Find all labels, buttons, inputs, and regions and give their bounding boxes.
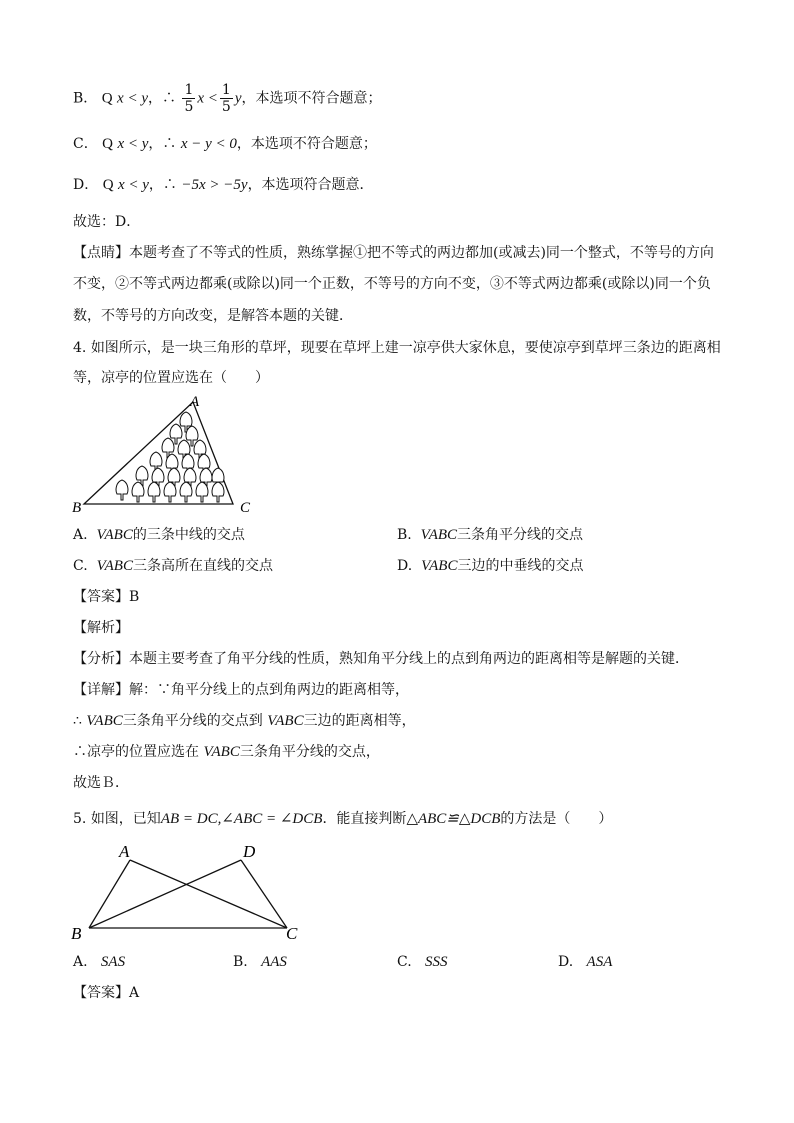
comment-tag: 【点睛】	[73, 245, 129, 261]
q4-detail-line3: ∴凉亭的位置应选在 VABC三条角平分线的交点，	[73, 744, 380, 760]
tree-icon	[164, 482, 176, 502]
option-letter: C.	[397, 954, 412, 970]
q4-option-b: B. VABC三条角平分线的交点	[397, 527, 584, 543]
q4-stem-line2: 等，凉亭的位置应选在（ ）	[73, 370, 269, 386]
segment-bd	[89, 860, 241, 928]
option-letter: A.	[73, 527, 88, 543]
option-letter: D.	[558, 954, 574, 970]
option-letter: B．	[73, 90, 98, 107]
option-letter: C.	[73, 558, 88, 574]
q5-option-a: A. SAS	[73, 954, 126, 970]
q5-stem: 5. 如图，已知AB = DC,∠ABC = ∠DCB．能直接判断△ABC≌△DCB的方法是（ ）	[73, 811, 613, 827]
segment-ab	[89, 860, 130, 928]
q5-option-d: D. ASA	[558, 954, 613, 970]
answer-value: A	[129, 985, 140, 1001]
q3-comment-line1: 【点睛】本题考查了不等式的性质，熟练掌握①把不等式的两边都加(或减去)同一个整式，不等号的方向	[73, 245, 714, 261]
q5-figure	[68, 838, 308, 948]
q4-stem-line1: 4. 如图所示，是一块三角形的草坪，现要在草坪上建一凉亭供大家休息，要使凉亭到草坪三条边的距离相	[73, 340, 721, 356]
answer-value: B	[129, 589, 140, 605]
premise-math: x < y	[117, 136, 149, 152]
because-symbol: Q	[102, 177, 114, 193]
triangle-symbol: VABC	[420, 527, 458, 543]
tree-icon	[116, 480, 128, 500]
q5-option-c: C. SSS	[397, 954, 448, 970]
triangle-symbol: VABC	[267, 713, 304, 729]
q4-detail-line2: ∴ VABC三条角平分线的交点到 VABC三边的距离相等，	[73, 713, 416, 729]
option-letter: C．	[73, 136, 98, 152]
vertex-label-a: A	[190, 394, 200, 410]
tree-icon	[196, 482, 208, 502]
q4-detail-line1: 【详解】解：∵角平分线上的点到角两边的距离相等，	[73, 682, 409, 698]
therefore-symbol: ，∴	[147, 90, 176, 107]
result-math: x − y < 0	[180, 136, 237, 152]
q5-option-b: B. AAS	[233, 954, 287, 970]
answer-tag: 【答案】	[73, 985, 129, 1001]
vertex-label-c: C	[240, 500, 251, 516]
triangle-symbol: VABC	[86, 713, 123, 729]
q4-choice: 故选Ｂ．	[73, 775, 129, 791]
because-symbol: Q	[102, 136, 114, 152]
question-number: 5.	[73, 811, 87, 827]
q3-comment-line2: 不变，②不等式两边都乘(或除以)同一个正数，不等号的方向不变，③不等式两边都乘(或除以)同一个负	[73, 276, 711, 292]
vertex-label-a: A	[119, 842, 130, 861]
result-math: −5x > −5y	[181, 177, 248, 193]
option-comment: ，本选项不符合题意；	[241, 90, 382, 107]
option-letter: B.	[233, 954, 248, 970]
option-letter: A.	[73, 954, 88, 970]
q3-option-c	[73, 134, 377, 154]
vertex-label-b: B	[72, 500, 82, 516]
vertex-label-d: D	[243, 842, 256, 861]
q4-triangle-figure	[68, 392, 268, 520]
q3-option-b	[73, 82, 382, 115]
vertex-label-b: B	[71, 924, 82, 943]
because-symbol: Q	[101, 90, 113, 107]
congruence-math: △ABC≌△DCB	[406, 811, 501, 827]
fraction: $\frac{1}{5}$	[221, 82, 231, 115]
q4-answer	[73, 587, 139, 607]
tree-icons	[116, 412, 224, 502]
q3-choice: 故选：D．	[73, 214, 141, 230]
option-letter: D．	[73, 177, 99, 193]
tree-icon	[180, 482, 192, 502]
option-comment: ，本选项不符合题意；	[236, 136, 377, 152]
q3-option-d	[73, 175, 374, 195]
therefore-symbol: ，∴	[148, 136, 177, 152]
q4-option-c: C. VABC三条高所在直线的交点	[73, 558, 273, 574]
triangle-symbol: VABC	[96, 527, 133, 543]
therefore-symbol: ，∴	[148, 177, 177, 193]
premise-math: x < y	[117, 90, 148, 107]
option-letter: B.	[397, 527, 412, 543]
q4-analysis-head: 【分析】本题主要考查了角平分线的性质，熟知角平分线上的点到角两边的距离相等是解题的关键．	[73, 651, 689, 667]
fraction: $\frac{1}{5}$	[184, 82, 194, 115]
option-letter: D.	[397, 558, 413, 574]
question-number: 4.	[73, 340, 87, 356]
option-comment: ，本选项符合题意．	[247, 177, 374, 193]
q3-comment-line3: 数，不等号的方向改变，是解答本题的关键．	[73, 308, 353, 324]
tree-icon	[132, 482, 144, 502]
premise-math: x < y	[117, 177, 149, 193]
q4-analysis-tag: 【解析】	[73, 620, 129, 636]
inequality-part: x <	[197, 90, 218, 107]
vertex-label-c: C	[286, 924, 298, 943]
answer-tag: 【答案】	[73, 589, 129, 605]
q4-option-a: A. VABC的三条中线的交点	[73, 527, 245, 543]
q4-option-d: D. VABC三边的中垂线的交点	[397, 558, 584, 574]
triangle-symbol: VABC	[203, 744, 240, 760]
given-math: AB = DC,∠ABC = ∠DCB	[160, 811, 323, 827]
triangle-symbol: VABC	[96, 558, 133, 574]
tree-icon	[212, 482, 224, 502]
triangle-symbol: VABC	[421, 558, 458, 574]
variable: y	[234, 90, 242, 107]
q5-answer	[73, 983, 139, 1003]
tree-icon	[148, 482, 160, 502]
